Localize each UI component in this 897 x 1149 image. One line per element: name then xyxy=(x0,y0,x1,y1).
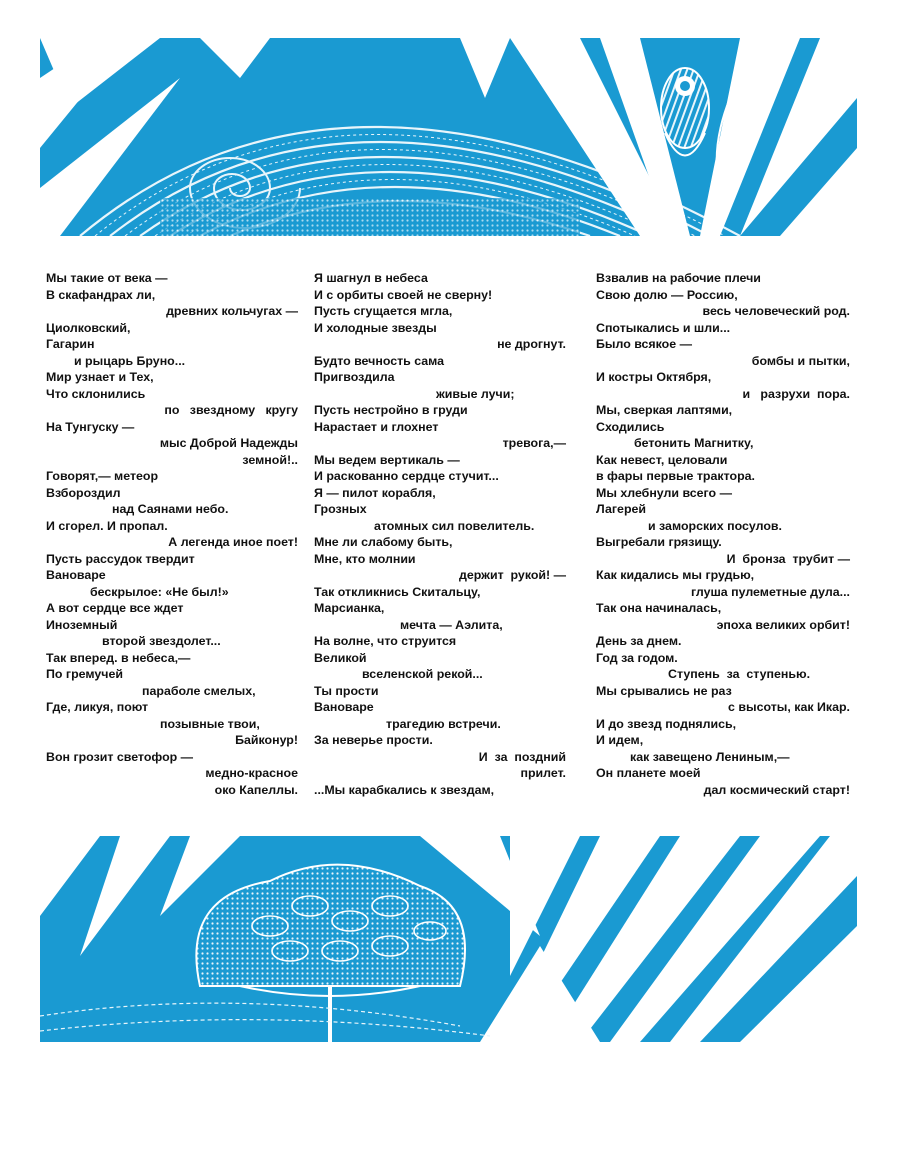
poem-line: Что склонились xyxy=(46,386,146,401)
poem-line: Будто вечность сама xyxy=(314,353,445,368)
poem-line: земной!.. xyxy=(242,452,298,467)
poem-line: не дрогнут. xyxy=(497,337,566,351)
poem-line: Я — пилот корабля, xyxy=(314,485,436,500)
poem-line: вселенской рекой... xyxy=(362,667,483,681)
poem-line: ...Мы карабкались к звездам, xyxy=(314,782,495,797)
poem-line: бомбы и пытки, xyxy=(751,353,850,368)
poem-line: А легенда иное поет! xyxy=(168,535,298,549)
poem-line: мечта — Аэлита, xyxy=(400,617,503,632)
poem-line: Великой xyxy=(314,650,367,665)
poem-line: В скафандрах ли, xyxy=(46,287,156,302)
poem-line: За неверье прости. xyxy=(314,733,433,747)
poem-line: бетонить Магнитку, xyxy=(634,436,754,450)
poem-line: Гагарин xyxy=(46,337,95,351)
poem-line: трагедию встречи. xyxy=(386,716,501,731)
poem-line: мыс Доброй Надежды xyxy=(159,436,298,450)
poem-line: Циолковский, xyxy=(46,320,131,335)
poem-line: Марсианка, xyxy=(314,601,385,615)
poem-line: Как невест, целовали xyxy=(596,452,728,467)
poem-line: и разрухи пора. xyxy=(742,386,850,401)
poem-line: Ты прости xyxy=(314,683,379,698)
poem-line: И с орбиты своей не сверну! xyxy=(314,287,493,302)
poem-line: Было всякое — xyxy=(596,337,692,351)
poem-line: Лагерей xyxy=(596,502,647,516)
poem-line: как завещено Лениным,— xyxy=(630,749,790,764)
poem-line: День за днем. xyxy=(596,634,682,648)
poem-line: древних кольчугах — xyxy=(166,304,298,318)
poem-line: эпоха великих орбит! xyxy=(716,617,850,632)
poem-line: око Капеллы. xyxy=(214,782,298,797)
poem-line: Мы такие от века — xyxy=(46,271,168,285)
poem-line: Мы, сверкая лаптями, xyxy=(596,403,733,417)
poem-line: Как кидались мы грудью, xyxy=(596,568,755,582)
poem-column-2 xyxy=(314,270,566,830)
poem-line: Так вперед. в небеса,— xyxy=(46,650,191,665)
poem-line: Мне, кто молнии xyxy=(314,551,416,566)
poem-line: На Тунгуску — xyxy=(46,419,135,434)
poem-line: и рыцарь Бруно... xyxy=(74,353,186,368)
poem-line: Вон грозит светофор — xyxy=(46,749,194,764)
poem-line: Пусть сгущается мгла, xyxy=(314,304,453,318)
poem-line: По гремучей xyxy=(46,667,123,681)
poem-line: дал космический старт! xyxy=(703,782,850,797)
poem-line: И костры Октября, xyxy=(596,370,712,384)
poem-line: Говорят,— метеор xyxy=(46,469,159,483)
poem-line: Мы ведем вертикаль — xyxy=(314,452,460,467)
poem-line: А вот сердце все ждет xyxy=(46,601,184,615)
poem-line: Байконур! xyxy=(235,733,298,747)
bottom-illustration xyxy=(40,836,857,1042)
poem-line: и заморских посулов. xyxy=(648,518,782,533)
poem-line: прилет. xyxy=(520,766,566,780)
poem-line: параболе смелых, xyxy=(142,683,256,698)
poem-line: Взбороздил xyxy=(46,485,121,500)
poem-line: по звездному кругу xyxy=(164,403,298,417)
poem-line: На волне, что струится xyxy=(314,634,457,648)
poem-line: Грозных xyxy=(314,502,367,516)
poem-line: Нарастает и глохнет xyxy=(314,419,439,434)
poem-line: Так она начиналась, xyxy=(596,601,722,615)
poem-line: Мы хлебнули всего — xyxy=(596,485,732,500)
poem-line: с высоты, как Икар. xyxy=(728,700,850,714)
poem-line: Где, ликуя, поют xyxy=(46,700,149,714)
poem-line: И бронза трубит — xyxy=(726,551,850,566)
poem-line: живые лучи; xyxy=(436,386,515,401)
tree-rays-woodcut-icon xyxy=(40,836,857,1042)
poem-line: второй звездолет... xyxy=(102,634,221,648)
poem-line: Пусть нестройно в груди xyxy=(314,403,468,417)
poem-line: весь человеческий род. xyxy=(702,304,850,318)
poem-line: Выгребали грязищу. xyxy=(596,535,722,549)
poem-line: Мы срывались не раз xyxy=(596,683,732,698)
poem-line: И до звезд поднялись, xyxy=(596,716,737,731)
poem-line: Пригвоздила xyxy=(314,370,395,384)
poem-line: глуша пулеметные дула... xyxy=(691,584,850,599)
poem-line: держит рукой! — xyxy=(459,568,566,582)
poem-line: Он планете моей xyxy=(596,766,701,780)
cosmic-vault-woodcut-icon xyxy=(40,38,857,236)
poem-line: тревога,— xyxy=(502,436,566,450)
poem-line: Мне ли слабому быть, xyxy=(314,535,453,549)
top-illustration xyxy=(40,38,857,236)
poem-line: медно-красное xyxy=(205,766,298,780)
poem-line: позывные твои, xyxy=(160,716,260,731)
poem-line: И раскованно сердце стучит... xyxy=(314,469,499,483)
poem-line: Год за годом. xyxy=(596,650,678,665)
poem-line: Сходились xyxy=(596,419,665,434)
poem-line: И за поздний xyxy=(478,749,566,764)
poem-column-1 xyxy=(46,270,298,830)
poem-line: бескрылое: «Не был!» xyxy=(90,584,229,599)
poem-line: И холодные звезды xyxy=(314,320,437,335)
poem-line: Ступень за ступенью. xyxy=(668,667,811,681)
poem-line: Свою долю — Россию, xyxy=(596,287,738,302)
poem-line: И идем, xyxy=(596,733,644,747)
poem-line: Так откликнись Скитальцу, xyxy=(314,584,481,599)
poem-line: Иноземный xyxy=(46,617,118,632)
poem-column-3 xyxy=(596,270,850,830)
poem-line: в фары первые трактора. xyxy=(596,469,755,483)
poem-line: Пусть рассудок твердит xyxy=(46,551,195,566)
poem-line: И сгорел. И пропал. xyxy=(46,518,168,533)
poem-line: Вановаре xyxy=(314,700,374,714)
poem-line: Мир узнает и Тех, xyxy=(46,370,154,384)
poem-line: над Саянами небо. xyxy=(112,502,229,516)
poem-line: Спотыкались и шли... xyxy=(596,320,731,335)
poem-line: атомных сил повелитель. xyxy=(374,518,535,533)
poem-line: Вановаре xyxy=(46,568,106,582)
poem-line: Взвалив на рабочие плечи xyxy=(596,271,761,285)
poem-line: Я шагнул в небеса xyxy=(314,271,428,285)
